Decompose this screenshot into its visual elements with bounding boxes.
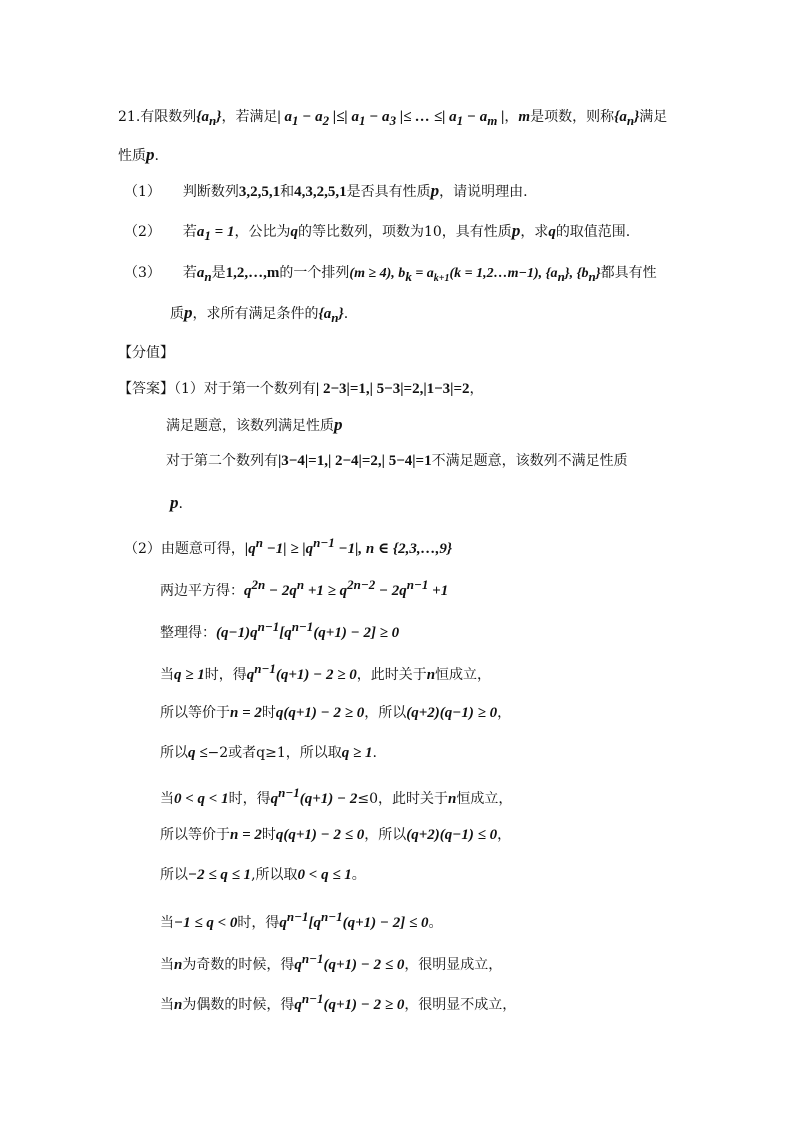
- e1-math-2: $q^{n-1}[q^{n-1}(q+1) - 2] \le 0$: [279, 909, 429, 931]
- answer-p1-a: （1）对于第一个数列有: [174, 381, 316, 397]
- answer-square-label: 两边平方得：: [160, 583, 244, 599]
- case2-line-1: [160, 784, 512, 808]
- sequence-a-math: $\{a_n\}$: [196, 109, 222, 128]
- problem-stem-e: 满足: [639, 109, 668, 125]
- answer-organize-line: [160, 618, 399, 642]
- score-label: [118, 344, 174, 362]
- n-variable: n: [448, 791, 457, 807]
- e2-math: $q^{n-1}(q+1) - 2 \le 0$: [294, 951, 405, 973]
- q1-seq1: 3,2,5,1: [238, 184, 281, 200]
- q2-text-b: ，公比为: [234, 224, 291, 240]
- q2-text-a: 若: [182, 224, 197, 240]
- d1-math-2: $q^{n-1}(q+1) - 2$: [270, 785, 358, 807]
- d3-b: ,所以取: [251, 867, 298, 883]
- e1-math: −1 ≤ q < 0: [174, 915, 238, 931]
- answer-p1-b: ，: [469, 381, 484, 397]
- problem-line-2: [118, 146, 159, 165]
- q-variable: q: [290, 224, 298, 240]
- q3-seq: $\{a_n\}$: [318, 306, 344, 325]
- q1-text-d: ，请说明理由.: [439, 184, 528, 200]
- c3-math-1: q ≤: [188, 745, 208, 761]
- p-variable: p: [146, 145, 155, 164]
- q3-line2-b: ，求所有满足条件的: [192, 306, 319, 322]
- c3-math-2: q ≥ 1: [341, 745, 373, 761]
- e1-c: 。: [428, 915, 443, 931]
- problem-line-1: [118, 108, 667, 130]
- e3-b: 为偶数的时候，得: [182, 997, 295, 1013]
- d2-c: ，所以: [364, 827, 407, 843]
- q2-condition: $a_1 = 1$: [196, 224, 235, 243]
- answer-square-line: [160, 576, 448, 600]
- q-variable: q: [548, 224, 556, 240]
- q3-text-b: 是: [211, 265, 226, 281]
- problem-stem-b: ，若满足: [221, 109, 278, 125]
- case3-line-1: [160, 908, 442, 932]
- answer-p1-l3-b: 不满足题意，该数列不满足性质: [431, 453, 628, 469]
- c1-d: 恒成立，: [435, 667, 492, 683]
- c2-math-2: q(q+1) − 2 ≥ 0: [275, 705, 365, 721]
- answer-p1-l2: 满足题意，该数列满足性质: [166, 418, 334, 434]
- q3-an: $a_n$: [196, 265, 212, 284]
- e1-a: 当: [160, 915, 174, 931]
- case3-line-3: [160, 990, 516, 1014]
- d2-d: ，: [497, 827, 512, 843]
- q3-number: （3）: [124, 265, 161, 281]
- c1-b: 时，得: [204, 667, 247, 683]
- question-1: [124, 182, 528, 201]
- e3-math: $q^{n-1}(q+1) - 2 \ge 0$: [294, 991, 405, 1013]
- e1-b: 时，得: [237, 915, 280, 931]
- c2-a: 所以等价于: [160, 705, 230, 721]
- q3-text-c: 的一个排列: [279, 265, 350, 281]
- c1-math: q ≥ 1: [174, 667, 205, 683]
- e2-b: 为奇数的时候，得: [182, 957, 295, 973]
- answer-p2-a: （2）由题意可得，: [124, 541, 245, 557]
- answer-organize-label: 整理得：: [160, 625, 216, 641]
- e3-a: 当: [160, 997, 174, 1013]
- answer-p1-l3-math: |3−4|=1,| 2−4|=2,| 5−4|=1: [278, 453, 432, 469]
- c2-math-3: (q+2)(q−1) ≥ 0: [406, 705, 498, 721]
- d1-c: ≤0，此时关于: [357, 791, 448, 807]
- e2-a: 当: [160, 957, 174, 973]
- answer-label: 【答案】: [118, 381, 174, 397]
- answer-p1-l4-end: .: [178, 496, 183, 512]
- case1-line-1: [160, 660, 491, 684]
- n-variable: n: [426, 667, 436, 683]
- e2-c: ，很明显成立，: [404, 957, 503, 973]
- condition-math: | $a_1 - a_2$ |≤| $a_1 - a_3$ |≤ … ≤| $a_1 - a_m$ |: [277, 109, 505, 128]
- question-3-line-2: [170, 304, 348, 327]
- problem-stem-a: 21.有限数列: [118, 109, 197, 125]
- case3-line-2: [160, 950, 502, 974]
- d2-math-3: (q+2)(q−1) ≤ 0: [406, 827, 498, 843]
- d3-math-1: −2 ≤ q ≤ 1: [188, 867, 252, 883]
- p-variable: p: [511, 221, 521, 240]
- n-variable: n: [174, 957, 183, 973]
- answer-line-2: [166, 416, 343, 435]
- problem-stem-c: ，: [504, 109, 519, 125]
- question-2: [124, 222, 630, 245]
- answer-p2-math: $|q^n -1| \ge |q^{n-1} -1|$, n ∈ {2,3,…,9}: [244, 535, 453, 557]
- score-label-text: 【分值】: [118, 345, 174, 361]
- q2-text-e: 的取值范围.: [555, 224, 631, 240]
- c1-c: ，此时关于: [356, 667, 427, 683]
- case2-line-3: [160, 866, 366, 884]
- problem-line2-b: .: [154, 148, 159, 164]
- q2-text-d: ，求: [520, 224, 549, 240]
- answer-square-math: $q^{2n} - 2q^n +1 \ge q^{2n-2} - 2q^{n-1} +1$: [244, 577, 449, 599]
- c3-b: −2或者q≥1，所以取: [207, 745, 342, 761]
- q1-text-b: 和: [280, 184, 295, 200]
- q3-line2-c: .: [343, 306, 349, 322]
- answer-line-1: [118, 380, 484, 398]
- q2-text-c: 的等比数列，项数为10，具有性质: [297, 224, 512, 240]
- answer-p1-math: | 2−3|=1,| 5−3|=2,|1−3|=2: [315, 381, 470, 397]
- c2-c: ，所以: [364, 705, 407, 721]
- q3-text-d: 都具有性: [600, 265, 657, 281]
- d2-math-1: n = 2: [230, 827, 262, 843]
- d2-math-2: q(q+1) − 2 ≤ 0: [275, 827, 365, 843]
- case2-line-2: [160, 826, 511, 844]
- answer-line-3: [166, 452, 628, 470]
- answer-part2-line: [124, 534, 452, 558]
- q1-text-a: 判断数列: [182, 184, 239, 200]
- q2-number: （2）: [124, 224, 161, 240]
- problem-stem-d: 是项数，则称: [530, 109, 615, 125]
- case1-line-3: [160, 744, 377, 762]
- p-variable: p: [170, 493, 179, 512]
- question-3: [124, 264, 657, 288]
- n-variable: n: [174, 997, 183, 1013]
- c2-b: 时: [261, 705, 276, 721]
- answer-p1-l3-a: 对于第二个数列有: [166, 453, 278, 469]
- d3-c: 。: [351, 867, 366, 883]
- e3-c: ，很明显不成立，: [404, 997, 517, 1013]
- d1-d: 恒成立，: [456, 791, 513, 807]
- q3-text-a: 若: [182, 265, 197, 281]
- p-variable: p: [184, 303, 193, 322]
- d2-a: 所以等价于: [160, 827, 230, 843]
- c3-c: .: [372, 745, 377, 761]
- q3-condition: (m ≥ 4), $b_k = a_{k+1}(k$ = 1,2…m−1), $\{a_n\}$, $\{b_n\}$: [349, 266, 601, 284]
- sequence-a-math-2: $\{a_n\}$: [614, 109, 640, 128]
- d2-b: 时: [261, 827, 276, 843]
- d3-math-2: 0 < q ≤ 1: [297, 867, 352, 883]
- problem-line2-a: 性质: [118, 148, 146, 164]
- d1-b: 时，得: [228, 791, 271, 807]
- m-variable: m: [518, 109, 531, 125]
- q1-number: （1）: [124, 184, 161, 200]
- c3-a: 所以: [160, 745, 188, 761]
- p-variable: p: [430, 181, 440, 200]
- case1-line-2: [160, 704, 511, 722]
- q1-seq2: 4,3,2,5,1: [294, 184, 347, 200]
- c2-math-1: n = 2: [230, 705, 262, 721]
- q3-line2-a: 质: [170, 306, 184, 322]
- q1-text-c: 是否具有性质: [346, 184, 431, 200]
- c1-math-2: $q^{n-1}(q+1) - 2 \ge 0$: [246, 661, 357, 683]
- d1-a: 当: [160, 791, 174, 807]
- answer-organize-math: $(q-1)q^{n-1}[q^{n-1}(q+1) - 2] \ge 0$: [216, 619, 400, 641]
- c2-d: ，: [497, 705, 512, 721]
- d1-math: 0 < q < 1: [174, 791, 229, 807]
- d3-a: 所以: [160, 867, 188, 883]
- c1-a: 当: [160, 667, 174, 683]
- q3-permutation: 1,2,…,m: [225, 265, 280, 281]
- p-variable: p: [334, 415, 343, 434]
- answer-line-4: [170, 494, 183, 513]
